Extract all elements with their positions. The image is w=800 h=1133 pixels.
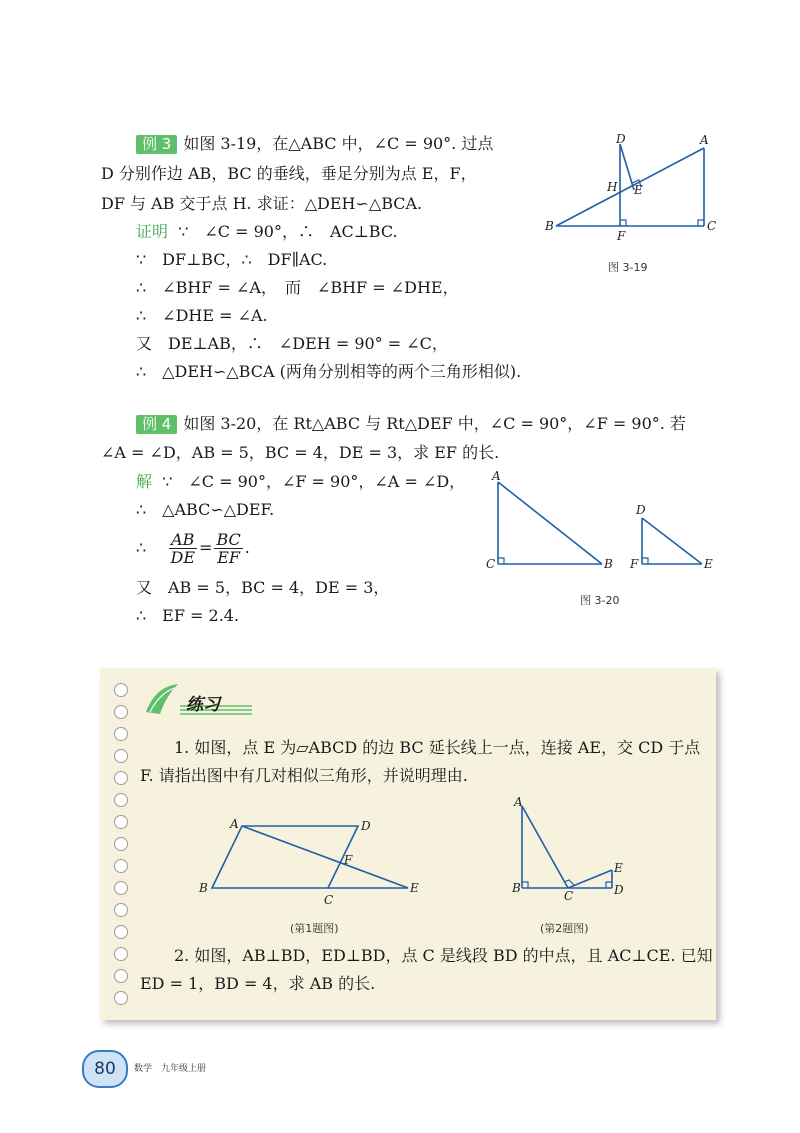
fig319-label-f: F: [617, 229, 626, 243]
parallelogram-abcd: [212, 826, 358, 888]
binding-ring: [114, 837, 128, 851]
example3-statement-line3: DF 与 AB 交于点 H. 求证：△DEH∽△BCA.: [101, 194, 423, 213]
example3-proof-line2: ∵ DF⊥BC，∴ DF∥AC.: [136, 250, 328, 269]
figure-3-20: [486, 470, 726, 580]
q1fig-label-a: A: [230, 817, 239, 831]
fig319-label-d: D: [616, 132, 626, 146]
binding-ring: [114, 683, 128, 697]
fig320-label-f: F: [630, 557, 639, 571]
example3-proof-line6: ∴ △DEH∽△BCA (两角分别相等的两个三角形相似).: [136, 362, 522, 381]
example4-solution-line1: 解 ∵ ∠C = 90°，∠F = 90°，∠A = ∠D，: [136, 472, 466, 491]
example3-statement-line1: 例 3 如图 3-19，在△ABC 中，∠C = 90°. 过点: [136, 134, 493, 154]
example4-statement-line2: ∠A = ∠D，AB = 5，BC = 4，DE = 3，求 EF 的长.: [101, 443, 500, 462]
fraction-ab-de: $\frac{AB}{DE}$: [170, 530, 196, 567]
right-angle-d: [606, 882, 612, 888]
fig319-label-b: B: [545, 219, 554, 233]
right-angle-c: [498, 558, 504, 564]
example4-statement-line1: 例 4 如图 3-20，在 Rt△ABC 与 Rt△DEF 中，∠C = 90°，∠F = 90°. 若: [136, 414, 686, 434]
fraction-bc-ef: $\frac{BC}{EF}$: [216, 530, 241, 567]
binding-ring: [114, 881, 128, 895]
fig319-label-c: C: [707, 219, 717, 233]
q1fig-label-d: D: [361, 819, 371, 833]
practice-figure-2-caption: (第2题图): [540, 922, 589, 935]
example3-label: 例 3: [136, 135, 177, 154]
practice-q2-line1: 2. 如图，AB⊥BD，ED⊥BD，点 C 是线段 BD 的中点，且 AC⊥CE. 已知: [174, 946, 713, 965]
fig319-label-a: A: [700, 133, 709, 147]
solution-label: 解: [136, 472, 153, 491]
practice-q1-line2: F. 请指出图中有几对相似三角形，并说明理由.: [140, 766, 468, 785]
binding-ring: [114, 771, 128, 785]
q2fig-label-b: B: [512, 881, 521, 895]
q1fig-label-c: C: [324, 893, 334, 907]
example4-solution-line5: ∴ EF = 2.4.: [136, 606, 240, 625]
example3-proof-line4: ∴ ∠DHE = ∠A.: [136, 306, 268, 325]
example3-proof-line5: 又 DE⊥AB，∴ ∠DEH = 90° = ∠C，: [136, 334, 448, 353]
example4-solution-line2: ∴ △ABC∽△DEF.: [136, 500, 275, 519]
binding-ring: [114, 705, 128, 719]
binding-ring: [114, 815, 128, 829]
practice-figure-2: [508, 794, 638, 903]
segment-de: [642, 518, 702, 564]
q2fig-label-c: C: [564, 889, 574, 903]
segment-ae: [242, 826, 408, 888]
binding-ring: [114, 727, 128, 741]
binding-ring: [114, 947, 128, 961]
practice-figure-1-caption: (第1题图): [290, 922, 339, 935]
fig319-label-h: H: [607, 180, 618, 194]
q2fig-label-d: D: [614, 883, 624, 897]
figure-3-19-caption: 图 3-19: [608, 261, 648, 274]
binding-ring: [114, 793, 128, 807]
proof-label: 证明: [136, 222, 169, 241]
q1fig-label-e: E: [410, 881, 419, 895]
right-angle-b: [522, 882, 528, 888]
fig320-label-d: D: [636, 503, 646, 517]
segment-ac: [522, 806, 568, 888]
fig320-label-b: B: [604, 557, 613, 571]
binding-ring: [114, 991, 128, 1005]
binding-ring: [114, 859, 128, 873]
segment-ab: [498, 482, 602, 564]
binding-ring: [114, 925, 128, 939]
practice-q2-line2: ED = 1，BD = 4，求 AB 的长.: [140, 974, 376, 993]
segment-ab: [556, 148, 704, 226]
example4-label: 例 4: [136, 415, 177, 434]
fig319-label-e: E: [634, 183, 643, 197]
right-angle-c: [698, 220, 704, 226]
binding-ring: [114, 969, 128, 983]
q1fig-label-b: B: [199, 881, 208, 895]
practice-title: 练习: [186, 695, 220, 715]
figure-3-20-caption: 图 3-20: [580, 594, 620, 607]
fig320-label-c: C: [486, 557, 496, 571]
right-angle-f: [620, 220, 626, 226]
q2fig-label-e: E: [614, 861, 623, 875]
segment-de: [620, 144, 634, 190]
binding-ring: [114, 903, 128, 917]
q2fig-label-a: A: [514, 795, 523, 809]
page-number: 80: [82, 1050, 128, 1088]
example4-solution-line4: 又 AB = 5，BC = 4，DE = 3，: [136, 578, 390, 597]
example3-proof-line1: 证明 ∵ ∠C = 90°，∴ AC⊥BC.: [136, 222, 398, 241]
example3-proof-line3: ∴ ∠BHF = ∠A， 而 ∠BHF = ∠DHE，: [136, 278, 459, 297]
book-title: 数学 九年级上册: [134, 1064, 207, 1074]
q1fig-label-f: F: [344, 853, 353, 867]
figure-3-19: [540, 130, 730, 280]
fig320-label-a: A: [492, 469, 501, 483]
practice-q1-line1: 1. 如图，点 E 为▱ABCD 的边 BC 延长线上一点，连接 AE，交 CD 于点: [174, 738, 701, 757]
binding-ring: [114, 749, 128, 763]
fig320-label-e: E: [704, 557, 713, 571]
practice-figure-1: [194, 814, 430, 907]
right-angle-f: [642, 558, 648, 564]
example4-solution-line3: ∴ $\frac{AB}{DE}$ = $\frac{BC}{EF}$ .: [136, 530, 250, 567]
example3-statement-line2: D 分别作边 AB，BC 的垂线，垂足分别为点 E，F，: [101, 164, 477, 183]
